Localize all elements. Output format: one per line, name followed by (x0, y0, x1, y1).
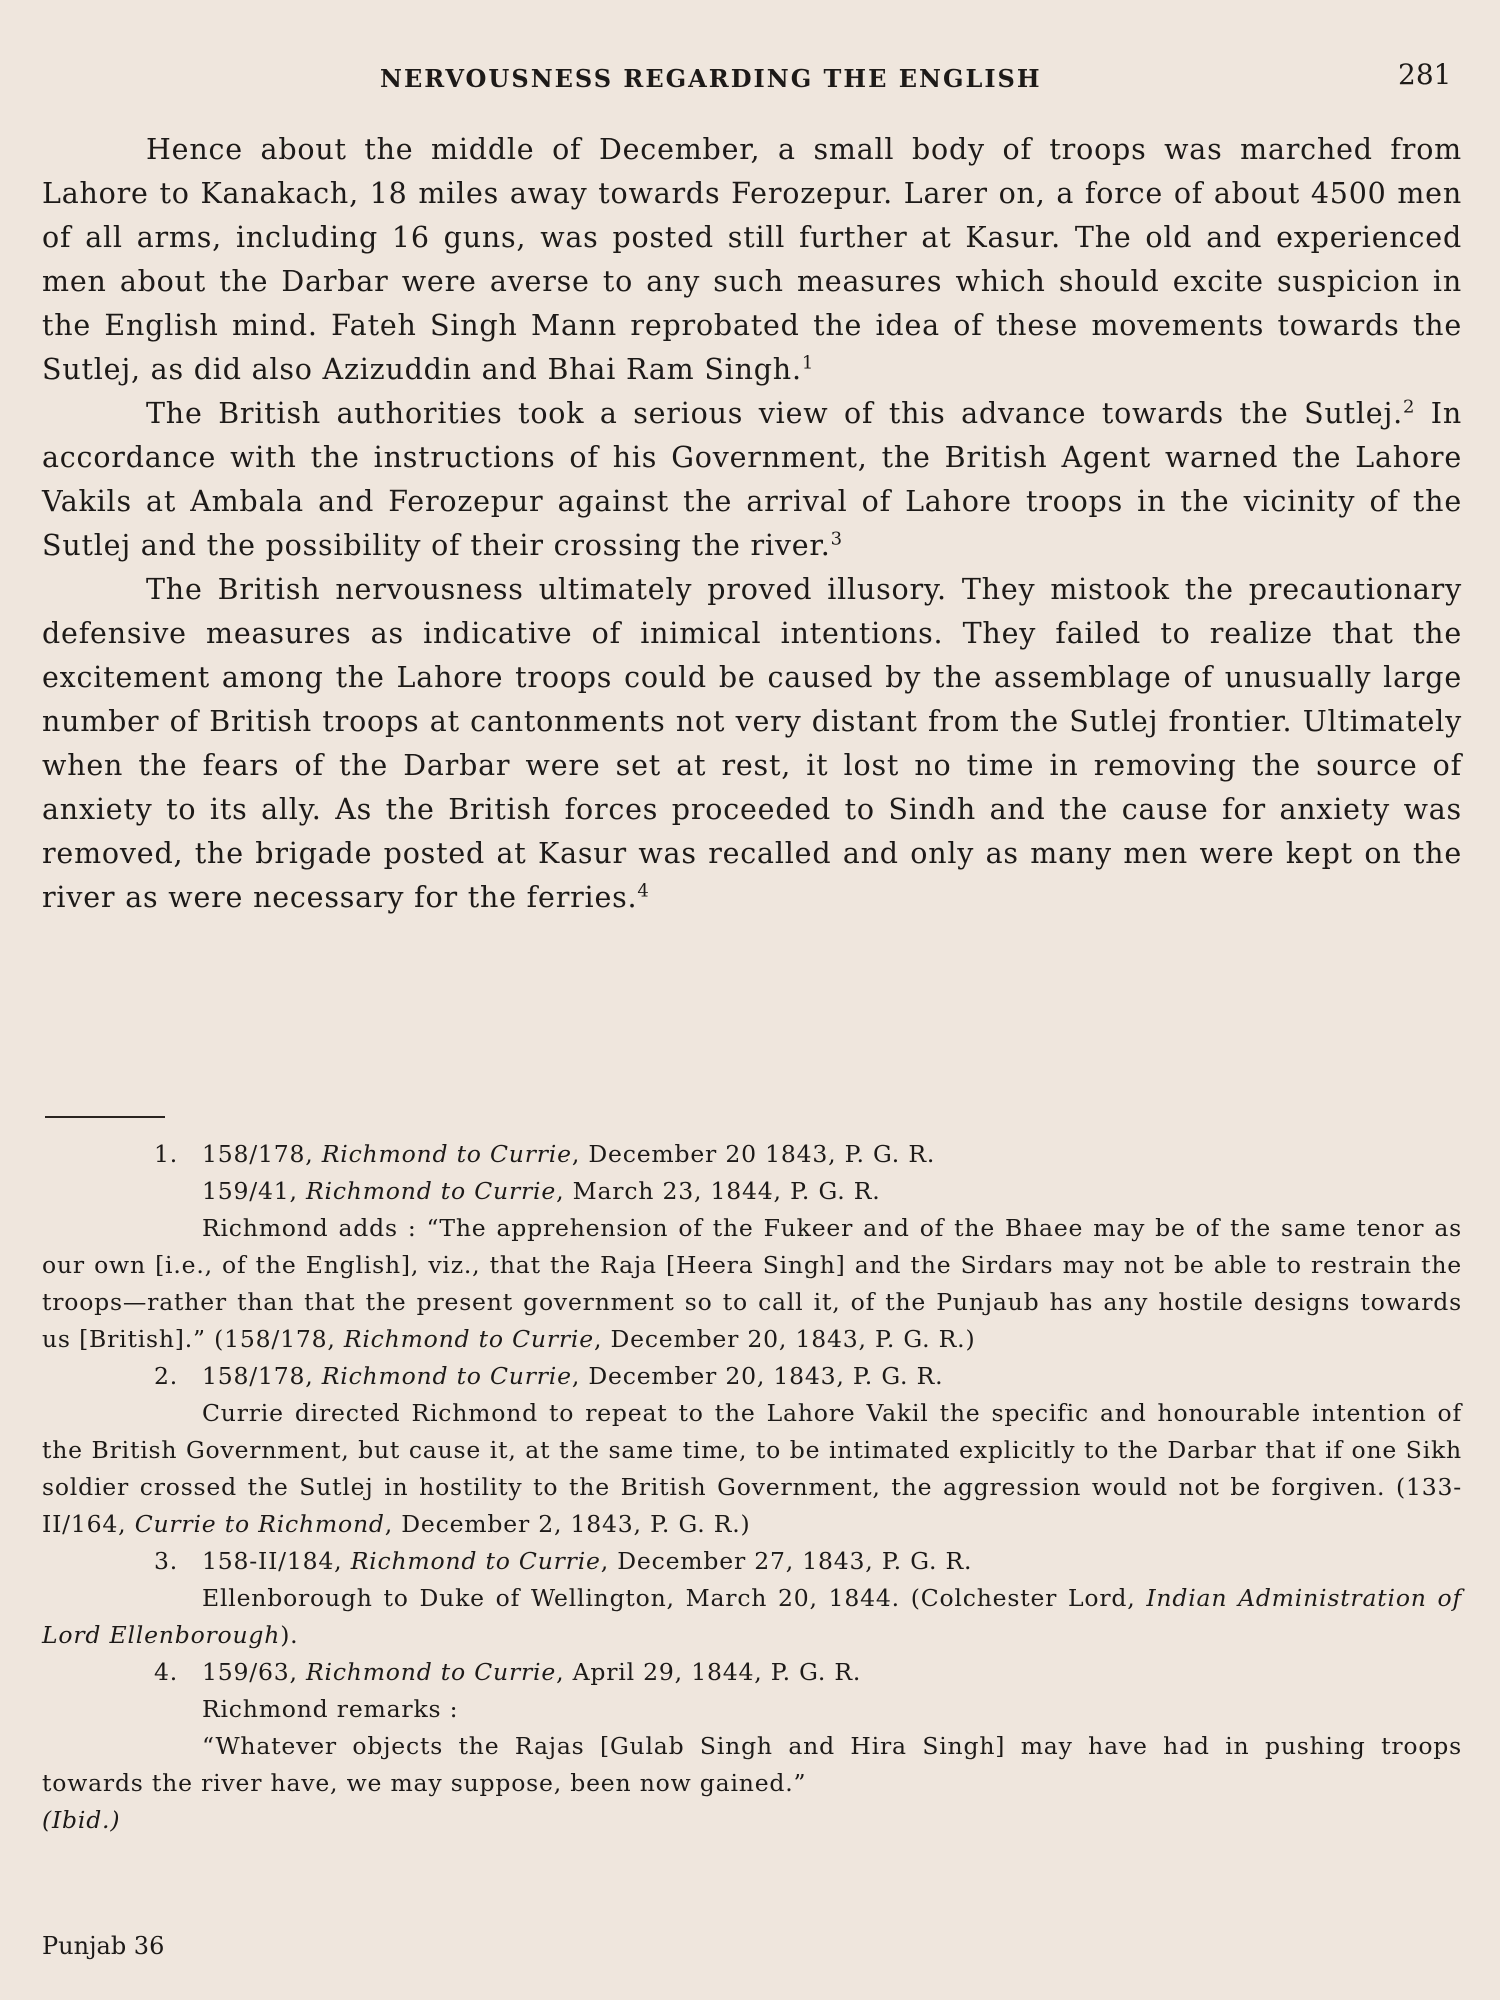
page-number: 281 (1398, 58, 1452, 91)
footnote-ref-1: 1 (801, 352, 815, 374)
footnote-2: 2. 158/178, Richmond to Currie, December 20, 1843, P. G. R. (153, 1362, 944, 1390)
footnote-4-quote: “Whatever objects the Rajas [Gulab Singh and Hira Singh] may have had in pushing troops towards the river have, we may suppose, been now gained.” (42, 1732, 1462, 1797)
paragraph-3: The British nervousness ultimately proved illusory. They mistook the precautionary defensive measures as indicative of inimical intentions. They failed to realize that the excitement among the Lahore troops could be caused by the assemblage of unusually large number of British troops at cantonments not very distant from the Sutlej frontier. Ultimately when the fears of the Darbar were set at rest, it lost no time in removing the source of anxiety to its ally. As the British forces proceeded to Sindh and the cause for anxiety was removed, the brigade posted at Kasur was recalled and only as many men were kept on the river as were necessary for the ferries.$^4$ (42, 573, 1462, 914)
footnote-3: 3. 158-II/184, Richmond to Currie, December 27, 1843, P. G. R. (153, 1547, 973, 1575)
paragraph-1: Hence about the middle of December, a small body of troops was marched from Lahore to Kanakach, 18 miles away towards Ferozepur. Larer on, a force of about 4500 men of all arms, including 16 guns, was posted still further at Kasur. The old and experienced men about the Darbar were averse to any such measures which should excite suspicion in the English mind. Fateh Singh Mann reprobated the idea of these movements towards the Sutlej, as did also Azizuddin and Bhai Ram Singh.$^1$ (42, 133, 1462, 386)
paragraph-2: The British authorities took a serious view of this advance towards the Sutlej.$^2$ In accordance with the instructions of his Government, the British Agent warned the Lahore Vakils at Ambala and Ferozepur against the arrival of Lahore troops in the vicinity of the Sutlej and the possibility of their crossing the river.$^3$ (42, 396, 1462, 562)
footnote-ref-3: 3 (830, 528, 843, 550)
footnote-3-text: Ellenborough to Duke of Wellington, March 20, 1844. (Colchester Lord, Indian Administration of Lord Ellenborough). (42, 1584, 1462, 1649)
footnote-4-ibid: (Ibid.) (42, 1806, 121, 1834)
footnote-4-remarks: Richmond remarks : (202, 1695, 459, 1723)
footnote-2-text: Currie directed Richmond to repeat to the Lahore Vakil the specific and honourable intention of the British Government, but cause it, at the same time, to be intimated explicitly to the Darbar that if one Sikh soldier crossed the Sutlej in hostility to the British Government, the aggression would not be forgiven. (133-II/164, Currie to Richmond, December 2, 1843, P. G. R.) (42, 1399, 1462, 1538)
page-header (0, 58, 1500, 108)
footnote-ref-4: 4 (637, 880, 650, 902)
footnote-1-line-2: 159/41, Richmond to Currie, March 23, 1844, P. G. R. (202, 1177, 881, 1205)
footnote-4: 4. 159/63, Richmond to Currie, April 29, 1844, P. G. R. (153, 1658, 862, 1686)
footnotes (42, 1136, 1462, 1839)
footnote-divider (45, 1116, 165, 1118)
running-head: NERVOUSNESS REGARDING THE ENGLISH (380, 64, 1042, 93)
body-text (42, 128, 1462, 920)
signature-mark: Punjab 36 (42, 1932, 165, 1960)
footnote-ref-2: 2 (1402, 396, 1416, 418)
footnote-1-quote: Richmond adds : “The apprehension of the Fukeer and of the Bhaee may be of the same tenor as our own [i.e., of the English], viz., that the Raja [Heera Singh] and the Sirdars may not be able to restrain the troops—rather than that the present government so to call it, of the Punjaub has any hostile designs towards us [British].” (158/178, Richmond to Currie, December 20, 1843, P. G. R.) (42, 1214, 1462, 1353)
footnote-1: 1. 158/178, Richmond to Currie, December 20 1843, P. G. R. (153, 1140, 936, 1168)
